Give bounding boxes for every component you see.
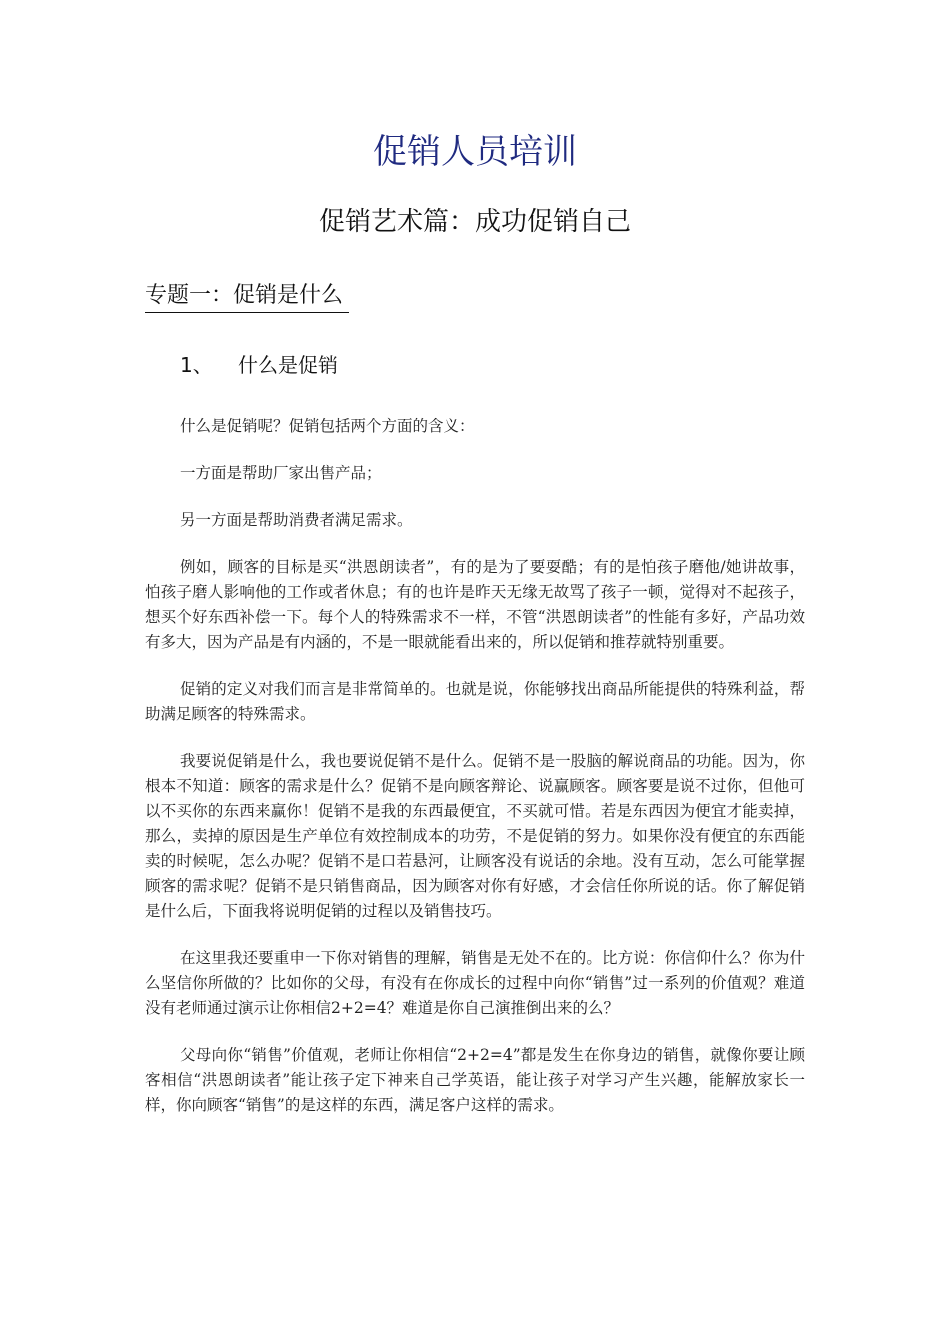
document-title: 促销人员培训 <box>373 132 577 172</box>
paragraph: 另一方面是帮助消费者满足需求。 <box>180 511 413 529</box>
paragraph: 在这里我还要重申一下你对销售的理解，销售是无处不在的。比方说：你信仰什么？你为什么坚信你所做的？比如你的父母，有没有在你成长的过程中向你“销售”过一系列的价值观？难道没有老师通过演示让你相信2+2=4？难道是你自己演推倒出来的么？ <box>145 949 805 1017</box>
paragraph: 父母向你“销售”价值观，老师让你相信“2+2=4”都是发生在你身边的销售，就像你要让顾客相信“洪恩朗读者”能让孩子定下神来自己学英语，能让孩子对学习产生兴趣，能解放家长一样，你向顾客“销售”的是这样的东西，满足客户这样的需求。 <box>145 1046 805 1114</box>
subsection-number: 1、 <box>180 353 213 377</box>
subsection-heading <box>180 350 338 380</box>
body-text <box>145 414 805 1140</box>
paragraph: 什么是促销呢？促销包括两个方面的含义： <box>180 417 475 435</box>
document-subtitle: 促销艺术篇：成功促销自己 <box>318 207 631 237</box>
paragraph: 我要说促销是什么，我也要说促销不是什么。促销不是一股脑的解说商品的功能。因为，你根本不知道：顾客的需求是什么？促销不是向顾客辩论、说赢顾客。顾客要是说不过你，但他可以不买你的东西来赢你！促销不是我的东西最便宜，不买就可惜。若是东西因为便宜才能卖掉，那么，卖掉的原因是生产单位有效控制成本的功劳，不是促销的努力。如果你没有便宜的东西能卖的时候呢，怎么办呢？促销不是口若悬河，让顾客没有说话的余地。没有互动，怎么可能掌握顾客的需求呢？促销不是只销售商品，因为顾客对你有好感，才会信任你所说的话。你了解促销是什么后，下面我将说明促销的过程以及销售技巧。 <box>145 752 805 920</box>
section-heading: 专题一：促销是什么 <box>145 280 349 313</box>
paragraph: 一方面是帮助厂家出售产品； <box>180 464 382 482</box>
subsection-label: 什么是促销 <box>238 353 338 377</box>
paragraph: 促销的定义对我们而言是非常简单的。也就是说，你能够找出商品所能提供的特殊利益，帮助满足顾客的特殊需求。 <box>145 680 805 723</box>
paragraph: 例如，顾客的目标是买“洪恩朗读者”，有的是为了要耍酷；有的是怕孩子磨他/她讲故事，怕孩子磨人影响他的工作或者休息；有的也许是昨天无缘无故骂了孩子一顿，觉得对不起孩子，想买个好东西补偿一下。每个人的特殊需求不一样，不管“洪恩朗读者”的性能有多好，产品功效有多大，因为产品是有内涵的，不是一眼就能看出来的，所以促销和推荐就特别重要。 <box>145 558 805 651</box>
